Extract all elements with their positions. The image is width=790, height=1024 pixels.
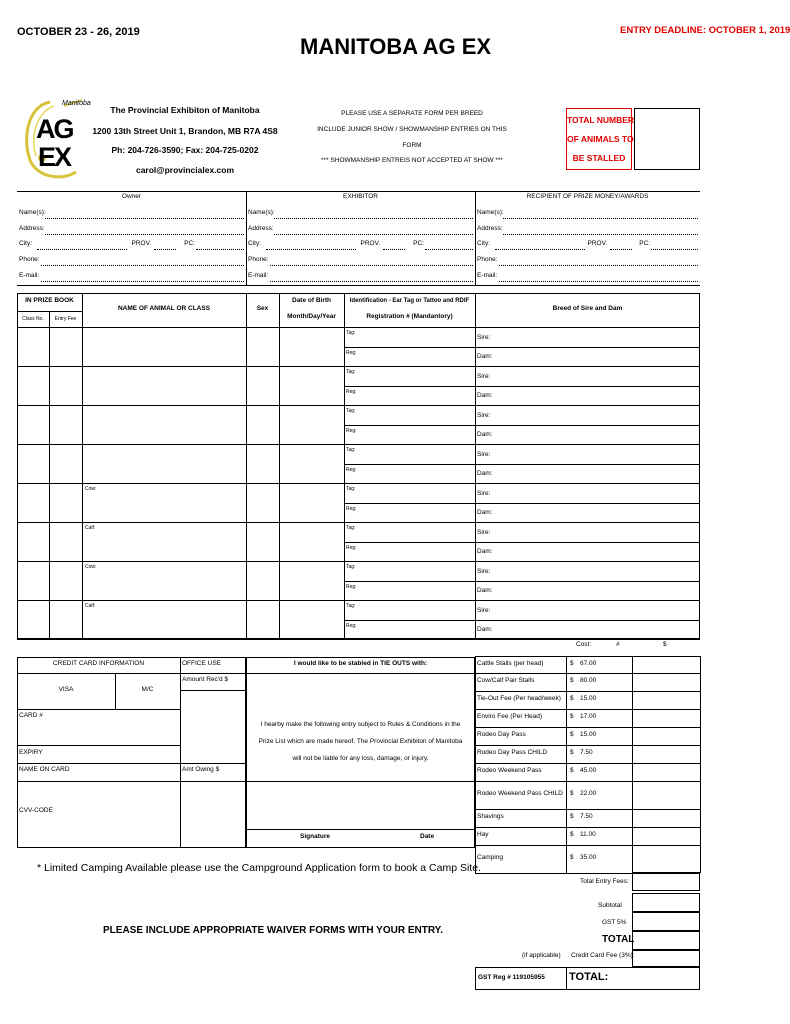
tag-label: Tag:	[346, 486, 356, 492]
recipient-email-label: E-mail:	[477, 272, 498, 279]
fee-item-sign: $	[570, 695, 574, 702]
owner-city-field[interactable]	[37, 249, 127, 250]
if-applicable-label: (if applicable)	[522, 952, 561, 959]
recipient-prov-field[interactable]	[610, 249, 632, 250]
owner-phone-label: Phone:	[19, 256, 40, 263]
fee-item-amount: 15.00	[580, 695, 597, 702]
exhibitor-names-label: Name(s):	[248, 209, 275, 216]
fee-item-amount: 15.00	[580, 731, 597, 738]
exhibitor-email-field[interactable]	[270, 281, 473, 282]
event-dates: OCTOBER 23 - 26, 2019	[17, 26, 140, 38]
fee-item-qty-field[interactable]	[634, 692, 698, 708]
stabling-box	[246, 657, 475, 848]
amount-received-label: Amount Rec'd $	[182, 676, 229, 683]
sire-label: Sire:	[477, 451, 491, 458]
sire-label: Sire:	[477, 490, 491, 497]
dob-header-1: Date of Birth	[292, 297, 331, 304]
stabled-title: I would like to be stabled in TIE OUTS with:	[293, 660, 428, 667]
logo-ag: AG	[36, 114, 73, 144]
fee-item-label: Tie-Out Fee (Per head/week)	[477, 695, 561, 702]
fee-item-sign: $	[570, 854, 574, 861]
recipient-pc-field[interactable]	[651, 249, 698, 250]
exhibitor-pc-label: PC:	[413, 240, 424, 247]
owner-pc-field[interactable]	[196, 249, 244, 250]
tag-label: Tag:	[346, 564, 356, 570]
fee-item-amount: 35.00	[580, 854, 597, 861]
fee-item-qty-field[interactable]	[634, 728, 698, 744]
office-use-label: OFFICE USE	[182, 660, 222, 667]
fee-item-amount: 7.50	[580, 749, 593, 756]
recipient-address-field[interactable]	[503, 234, 698, 235]
fee-item-sign: $	[570, 713, 574, 720]
exhibitor-names-field[interactable]	[274, 218, 473, 219]
exhibitor-address-field[interactable]	[274, 234, 473, 235]
notice-line-2: INCLUDE JUNIOR SHOW / SHOWMANSHIP ENTRIES ON THIS	[317, 126, 507, 133]
fee-item-amount: 11.00	[580, 831, 596, 838]
total-box-line-2: OF ANIMALS TO	[567, 134, 634, 144]
fee-item-sign: $	[570, 731, 574, 738]
exhibitor-pc-field[interactable]	[425, 249, 473, 250]
subtotal-field[interactable]	[632, 893, 700, 912]
animal-name-field[interactable]	[83, 328, 245, 365]
recipient-names-field[interactable]	[503, 218, 698, 219]
tag-label: Tag:	[346, 369, 356, 375]
dam-label: Dam:	[477, 626, 493, 633]
cow-label: Cow:	[85, 486, 97, 492]
cost-label: Cost:	[576, 641, 592, 648]
fee-item-amount: 7.50	[580, 813, 593, 820]
owner-email-field[interactable]	[41, 281, 244, 282]
sex-header: Sex	[256, 305, 269, 312]
agreement-line-2: Prize List which are made hereof. The Provincial Exhibiton of Manitoba	[258, 738, 463, 745]
reg-label: Reg:	[346, 428, 357, 434]
fee-item-label: Rodeo Weekend Pass CHILD	[477, 790, 563, 797]
recipient-names-label: Name(s):	[477, 209, 504, 216]
exhibitor-prov-field[interactable]	[383, 249, 405, 250]
qty-label: #	[616, 641, 620, 648]
fee-item-label: Rodeo Day Pass CHILD	[477, 749, 548, 756]
fee-item-sign: $	[570, 749, 574, 756]
org-phone: Ph: 204-726-3590; Fax: 204-725-0202	[111, 145, 259, 155]
exhibitor-city-label: City:	[248, 240, 261, 247]
owner-prov-field[interactable]	[154, 249, 176, 250]
agreement-line-3: will not be liable for any loss, damage, or injury.	[292, 755, 429, 762]
subtotal-label: Subtotal	[598, 902, 622, 909]
recipient-address-label: Address:	[477, 225, 503, 232]
total-entry-fees-field[interactable]	[632, 872, 700, 891]
animal-name-header: NAME OF ANIMAL OR CLASS	[117, 305, 211, 312]
exhibitor-address-label: Address:	[248, 225, 274, 232]
owner-pc-label: PC:	[184, 240, 195, 247]
dob-header-2: Month/Day/Year	[287, 313, 336, 320]
fee-item-label: Shavings	[477, 813, 504, 820]
total-box-line-1: TOTAL NUMBER	[567, 115, 635, 125]
fee-item-label: Camping	[477, 854, 504, 861]
org-name: The Provincial Exhibiton of Manitoba	[110, 105, 260, 115]
fee-item-label: Rodeo Weekend Pass	[477, 767, 542, 774]
fee-item-qty-field[interactable]	[634, 828, 698, 844]
reg-label: Reg:	[346, 545, 357, 551]
reg-label: Reg:	[346, 584, 357, 590]
amount-owing-label: Amt Owing $	[182, 766, 220, 773]
id-header-2: Registration # (Mandantory)	[366, 313, 453, 320]
fee-item-label: Rodeo Day Pass	[477, 731, 526, 738]
gst-label: GST 5%	[602, 919, 627, 926]
dollar-label: $	[663, 641, 667, 648]
fee-item-sign: $	[570, 767, 574, 774]
reg-label: Reg:	[346, 623, 357, 629]
owner-address-label: Address:	[19, 225, 45, 232]
expiry-label: EXPIRY	[19, 749, 43, 756]
tag-label: Tag:	[346, 330, 356, 336]
prize-book-header: IN PRIZE BOOK	[25, 297, 74, 304]
fee-item-amount: 17.00	[580, 713, 597, 720]
dam-label: Dam:	[477, 509, 493, 516]
animal-name-field[interactable]	[83, 367, 245, 404]
recipient-email-field[interactable]	[499, 281, 698, 282]
cvv-label: CVV-CODE	[19, 807, 53, 814]
reg-label: Reg:	[346, 389, 357, 395]
entry-fee-header: Entry Fee	[54, 316, 77, 322]
class-no-header: Class No.	[22, 316, 44, 322]
exhibitor-phone-label: Phone:	[248, 256, 269, 263]
reg-label: Reg:	[346, 350, 357, 356]
org-address: 1200 13th Street Unit 1, Brandon, MB R7A 4S8	[92, 126, 278, 136]
owner-header: Owner	[121, 193, 142, 200]
cow-label: Cow:	[85, 564, 97, 570]
gst-reg-number: GST Reg # 119105955	[478, 974, 545, 981]
owner-names-label: Name(s):	[19, 209, 46, 216]
signature-label: Signature	[300, 833, 330, 840]
recipient-pc-label: PC:	[639, 240, 651, 247]
fee-item-label: Cattle Stalls (per head)	[477, 660, 544, 667]
cc-title: CREDIT CARD INFORMATION	[52, 660, 145, 667]
notice-line-4: *** SHOWMANSHIP ENTREIS NOT ACCEPTED AT SHOW ***	[321, 157, 503, 164]
owner-phone-field[interactable]	[41, 265, 244, 266]
card-number-label: CARD #	[19, 712, 43, 719]
cc-fee-field[interactable]	[632, 950, 700, 967]
recipient-city-field[interactable]	[495, 249, 585, 250]
tag-label: Tag:	[346, 603, 356, 609]
fee-item-sign: $	[570, 831, 574, 838]
dam-label: Dam:	[477, 431, 493, 438]
logo-ex: EX	[38, 142, 71, 172]
final-total-label: TOTAL:	[569, 971, 609, 983]
fee-item-label: Cow/Calf Pair Stalls	[477, 677, 535, 684]
dam-label: Dam:	[477, 470, 493, 477]
owner-city-label: City:	[19, 240, 32, 247]
entry-deadline: ENTRY DEADLINE: OCTOBER 1, 2019	[620, 25, 790, 36]
exhibitor-header: EXHIBITOR	[343, 193, 378, 200]
fee-item-qty-field[interactable]	[634, 746, 698, 762]
camping-note: * Limited Camping Available please use the Campground Application form to book a Camp Site.	[37, 862, 481, 874]
owner-prov-label: PROV.	[131, 240, 152, 247]
tag-label: Tag:	[346, 408, 356, 414]
calf-label: Calf:	[85, 525, 96, 531]
page-title: MANITOBA AG EX	[300, 34, 492, 59]
sire-label: Sire:	[477, 568, 491, 575]
logo-script: Manitoba	[62, 100, 91, 107]
tag-label: Tag:	[346, 447, 356, 453]
fee-item-amount: 45.00	[580, 767, 597, 774]
recipient-prov-label: PROV.	[587, 240, 608, 247]
fee-item-sign: $	[570, 677, 574, 684]
notice-line-3: FORM	[402, 142, 422, 149]
agex-logo	[20, 98, 91, 184]
gst-field[interactable]	[632, 912, 700, 931]
cc-fee-label: Credit Card Fee (3%):	[571, 952, 635, 959]
owner-names-field[interactable]	[45, 218, 244, 219]
notice-line-1: PLEASE USE A SEPARATE FORM PER BREED	[341, 110, 483, 117]
dam-label: Dam:	[477, 587, 493, 594]
date-label: Date	[420, 833, 435, 840]
recipient-phone-label: Phone:	[477, 256, 498, 263]
reg-label: Reg:	[346, 506, 357, 512]
recipient-city-label: City:	[477, 240, 490, 247]
animal-name-field[interactable]	[83, 562, 245, 599]
fee-item-qty-field[interactable]	[634, 846, 698, 872]
fee-item-label: Enviro Fee (Per Head)	[477, 713, 543, 720]
exhibitor-prov-label: PROV.	[360, 240, 381, 247]
sire-label: Sire:	[477, 334, 491, 341]
fee-item-qty-field[interactable]	[634, 674, 698, 690]
org-email: carol@provincialex.com	[135, 165, 235, 175]
total-entry-fees-label: Total Entry Fees:	[580, 878, 629, 885]
animal-name-field[interactable]	[83, 484, 245, 521]
calf-label: Calf:	[85, 603, 96, 609]
mc-option[interactable]: M/C	[141, 686, 154, 693]
fee-item-sign: $	[570, 813, 574, 820]
recipient-header: RECIPIENT OF PRIZE MONEY/AWARDS	[526, 193, 649, 200]
fee-item-amount: 67.00	[580, 660, 597, 667]
fee-item-qty-field[interactable]	[634, 657, 698, 672]
fee-item-qty-field[interactable]	[634, 764, 698, 780]
total-box-line-3: BE STALLED	[572, 153, 626, 163]
total-animals-input[interactable]	[634, 108, 700, 170]
dam-label: Dam:	[477, 353, 493, 360]
sire-label: Sire:	[477, 607, 491, 614]
visa-option[interactable]: VISA	[58, 686, 74, 693]
fee-item-label: Hay	[477, 831, 489, 838]
reg-label: Reg:	[346, 467, 357, 473]
fee-item-sign: $	[570, 790, 574, 797]
fee-item-qty-field[interactable]	[634, 782, 698, 808]
total-animals-box	[566, 108, 635, 170]
fee-item-qty-field[interactable]	[634, 710, 698, 726]
exhibitor-city-field[interactable]	[266, 249, 356, 250]
fee-item-amount: 80.00	[580, 677, 597, 684]
dam-label: Dam:	[477, 392, 493, 399]
fee-item-amount: 22.00	[580, 790, 597, 797]
name-on-card-label: NAME ON CARD	[19, 766, 70, 773]
total-label: TOTAL	[602, 934, 635, 945]
id-header-1: Identification - Ear Tag or Tattoo and RDIF	[349, 298, 470, 304]
animal-name-field[interactable]	[83, 523, 245, 560]
agreement-line-1: I hearby make the following entry subject to Rules & Conditions in the	[260, 721, 461, 728]
total-field[interactable]	[632, 931, 700, 950]
fee-item-qty-field[interactable]	[634, 810, 698, 826]
owner-address-field[interactable]	[45, 234, 244, 235]
payment-box	[17, 657, 246, 848]
waiver-note: PLEASE INCLUDE APPROPRIATE WAIVER FORMS WITH YOUR ENTRY.	[103, 925, 444, 936]
breed-header: Breed of Sire and Dam	[552, 305, 623, 312]
dam-label: Dam:	[477, 548, 493, 555]
sire-label: Sire:	[477, 373, 491, 380]
animal-name-field[interactable]	[83, 445, 245, 482]
recipient-phone-field[interactable]	[499, 265, 698, 266]
animal-name-field[interactable]	[83, 601, 245, 638]
fee-item-sign: $	[570, 660, 574, 667]
sire-label: Sire:	[477, 412, 491, 419]
tag-label: Tag:	[346, 525, 356, 531]
exhibitor-email-label: E-mail:	[248, 272, 269, 279]
owner-email-label: E-mail:	[19, 272, 40, 279]
animal-name-field[interactable]	[83, 406, 245, 443]
sire-label: Sire:	[477, 529, 491, 536]
exhibitor-phone-field[interactable]	[270, 265, 473, 266]
